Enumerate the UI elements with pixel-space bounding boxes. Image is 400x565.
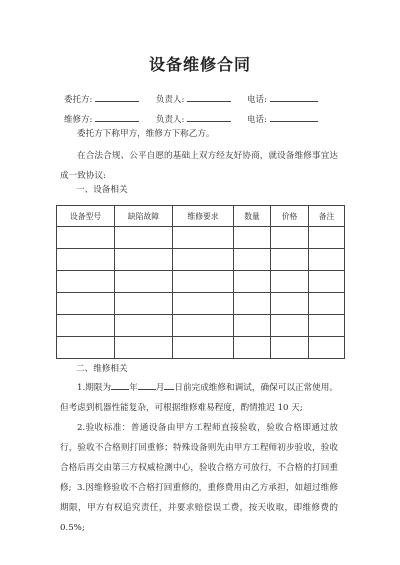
header-quantity: 数量 xyxy=(234,206,271,227)
intro-line-1: 委托方下称甲方，维修方下称乙方。 xyxy=(77,129,215,139)
clause-1-year: 年 xyxy=(129,383,138,393)
table-cell[interactable] xyxy=(173,271,234,293)
clause-2: 2.验收标准：普通设备由甲方工程师直接验收，验收合格即通过放行，验收不合格则打回重修；特殊设备则先由甲方工程师初步验收，验收合格后再交由第三方权威检测中心，验收合格方可放行，不合格的打回重修; xyxy=(60,423,338,493)
clause-1 xyxy=(60,378,338,418)
table-cell[interactable] xyxy=(309,249,345,271)
repairer-label: 维修方: xyxy=(64,115,93,125)
table-cell[interactable] xyxy=(57,315,115,337)
contract-title: 设备维修合同 xyxy=(148,55,251,74)
table-cell[interactable] xyxy=(309,293,345,315)
table-cell[interactable] xyxy=(173,337,234,359)
table-cell[interactable] xyxy=(309,227,345,249)
clause-1-month: 月 xyxy=(155,383,165,393)
client-principal-input-line[interactable] xyxy=(187,92,231,102)
table-cell[interactable] xyxy=(271,249,309,271)
table-cell[interactable] xyxy=(234,227,271,249)
table-cell[interactable] xyxy=(173,293,234,315)
table-cell[interactable] xyxy=(271,227,309,249)
table-cell[interactable] xyxy=(173,249,234,271)
table-row xyxy=(57,227,345,249)
table-row xyxy=(57,337,345,359)
table-cell[interactable] xyxy=(234,315,271,337)
client-phone-input-line[interactable] xyxy=(270,92,318,102)
header-repair-requirement: 维修要求 xyxy=(173,206,234,227)
table-cell[interactable] xyxy=(271,337,309,359)
table-cell[interactable] xyxy=(234,337,271,359)
table-cell[interactable] xyxy=(234,271,271,293)
section-2-heading: 二、维修相关 xyxy=(76,364,128,374)
table-cell[interactable] xyxy=(309,337,345,359)
table-cell[interactable] xyxy=(57,227,115,249)
repairer-principal-input-line[interactable] xyxy=(187,112,231,122)
clause-1-prefix: 1.期限为 xyxy=(77,383,112,393)
month-blank[interactable] xyxy=(138,380,156,390)
day-blank[interactable] xyxy=(164,380,174,390)
client-input-line[interactable] xyxy=(95,92,139,102)
table-cell[interactable] xyxy=(309,315,345,337)
table-row xyxy=(57,293,345,315)
header-equipment-model: 设备型号 xyxy=(57,206,115,227)
repairer-phone-input-line[interactable] xyxy=(270,112,318,122)
principal-label: 负责人: xyxy=(156,115,185,125)
clause-1-rest: 日前完成维修和调试，确保可以正常使用。但考虑到机器性能复杂，可根据维修难易程度，酌情推迟 10 天; xyxy=(60,383,338,413)
table-cell[interactable] xyxy=(309,271,345,293)
table-cell[interactable] xyxy=(271,271,309,293)
parties-row-1 xyxy=(64,92,340,106)
table-cell[interactable] xyxy=(115,249,173,271)
intro-line-2: 在合法合规、公平自愿的基础上双方经友好协商，就设备维修事宜达成一致协议: xyxy=(60,151,338,181)
client-label: 委托方: xyxy=(64,95,93,105)
section-1-heading: 一、设备相关 xyxy=(76,185,128,195)
table-row xyxy=(57,315,345,337)
table-cell[interactable] xyxy=(115,293,173,315)
table-row xyxy=(57,271,345,293)
table-cell[interactable] xyxy=(115,315,173,337)
table-cell[interactable] xyxy=(115,227,173,249)
table-cell[interactable] xyxy=(57,249,115,271)
header-remarks: 备注 xyxy=(309,206,345,227)
phone-label: 电话: xyxy=(247,95,267,105)
header-price: 价格 xyxy=(271,206,309,227)
equipment-table xyxy=(56,205,345,359)
table-cell[interactable] xyxy=(57,337,115,359)
client-field xyxy=(64,92,139,105)
phone-label: 电话: xyxy=(247,115,267,125)
table-cell[interactable] xyxy=(271,315,309,337)
header-defect: 缺陷故障 xyxy=(115,206,173,227)
table-cell[interactable] xyxy=(57,293,115,315)
year-blank[interactable] xyxy=(111,380,129,390)
clause-3: 3.因维修验收不合格打回重修的，重修费用由乙方承担，如超过维修期限，甲方有权追究责任，并要求赔偿误工费，按天收取，即维修费的 0.5%; xyxy=(60,483,338,533)
client-principal-field xyxy=(156,92,231,105)
table-row xyxy=(57,249,345,271)
table-cell[interactable] xyxy=(173,227,234,249)
repairer-input-line[interactable] xyxy=(95,112,139,122)
table-cell[interactable] xyxy=(234,249,271,271)
table-cell[interactable] xyxy=(173,315,234,337)
table-cell[interactable] xyxy=(115,337,173,359)
table-cell[interactable] xyxy=(271,293,309,315)
table-header-row xyxy=(57,206,345,227)
table-cell[interactable] xyxy=(57,271,115,293)
table-cell[interactable] xyxy=(115,271,173,293)
client-phone-field xyxy=(247,92,318,105)
principal-label: 负责人: xyxy=(156,95,185,105)
table-cell[interactable] xyxy=(234,293,271,315)
